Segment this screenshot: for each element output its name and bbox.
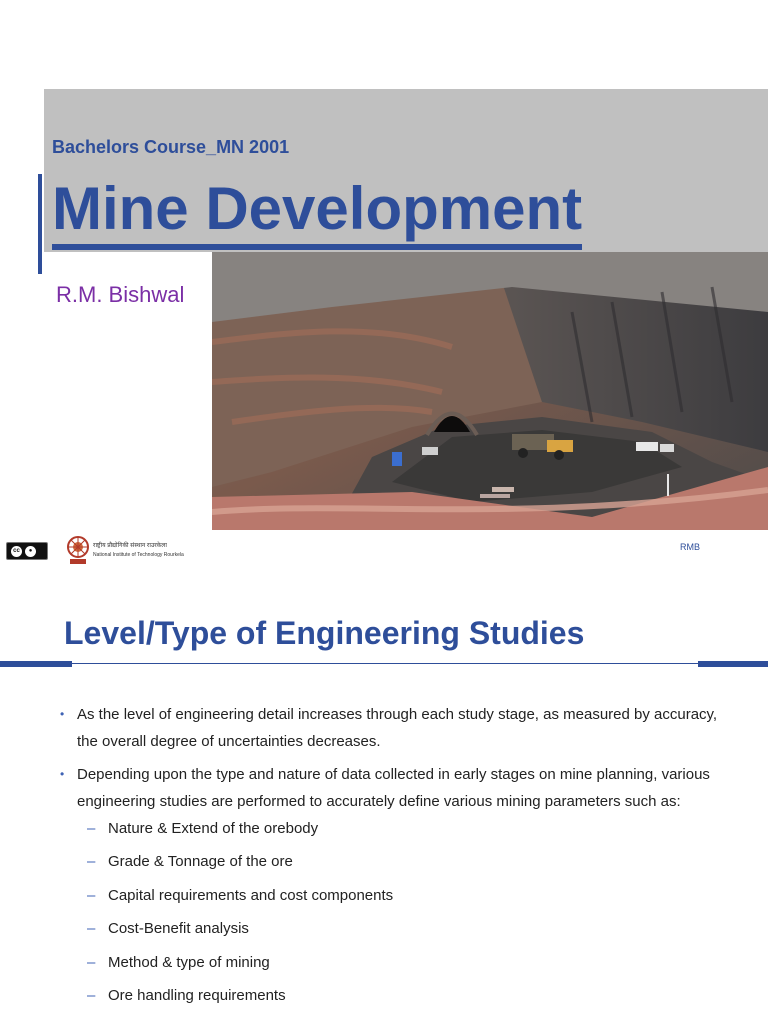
footer-initials: RMB — [680, 542, 700, 552]
sub-bullet-item: – Capital requirements and cost components — [77, 886, 740, 906]
slide-title: Level/Type of Engineering Studies — [64, 615, 585, 651]
creative-commons-by-icon — [6, 542, 48, 560]
bullet-text: As the level of engineering detail increases through each study stage, as measured by accuracy, the overall degree of uncertainties decreases. — [77, 706, 718, 750]
cc-icon: cc — [11, 546, 22, 557]
sub-bullet-item: – Nature & Extend of the orebody — [77, 819, 740, 839]
accent-bar — [38, 174, 42, 274]
bullet-text: Depending upon the type and nature of data collected in early stages on mine planning, various engineering studies are performed to accurately define various mining parameters such as: — [77, 766, 710, 810]
slide-title: Mine Development — [52, 176, 582, 250]
open-pit-mine-photo — [212, 252, 768, 530]
sub-bullet-item: – Grade & Tonnage of the ore — [77, 852, 740, 872]
sub-bullet-item: – Cost-Benefit analysis — [77, 919, 740, 939]
institute-name-english: National Institute of Technology Rourkela — [93, 552, 184, 558]
content-slide — [0, 575, 768, 1024]
course-code: Bachelors Course_MN 2001 — [52, 137, 290, 157]
institute-name-hindi: राष्ट्रीय प्रौद्योगिकी संस्थान राउरकेला — [93, 543, 167, 549]
attribution-icon: ● — [25, 546, 36, 557]
author-name: R.M. Bishwal — [56, 282, 185, 307]
title-rule-left-accent — [0, 661, 72, 667]
bullet-list — [60, 701, 740, 1019]
title-rule — [0, 663, 768, 664]
sub-bullet-list — [77, 819, 740, 1006]
sub-bullet-item: – Method & type of mining — [77, 953, 740, 973]
bullet-item — [60, 761, 740, 1006]
sub-bullet-item: – Ore handling requirements — [77, 986, 740, 1006]
nit-emblem-icon — [66, 535, 90, 567]
bullet-item — [60, 701, 740, 755]
title-rule-right-accent — [698, 661, 768, 667]
